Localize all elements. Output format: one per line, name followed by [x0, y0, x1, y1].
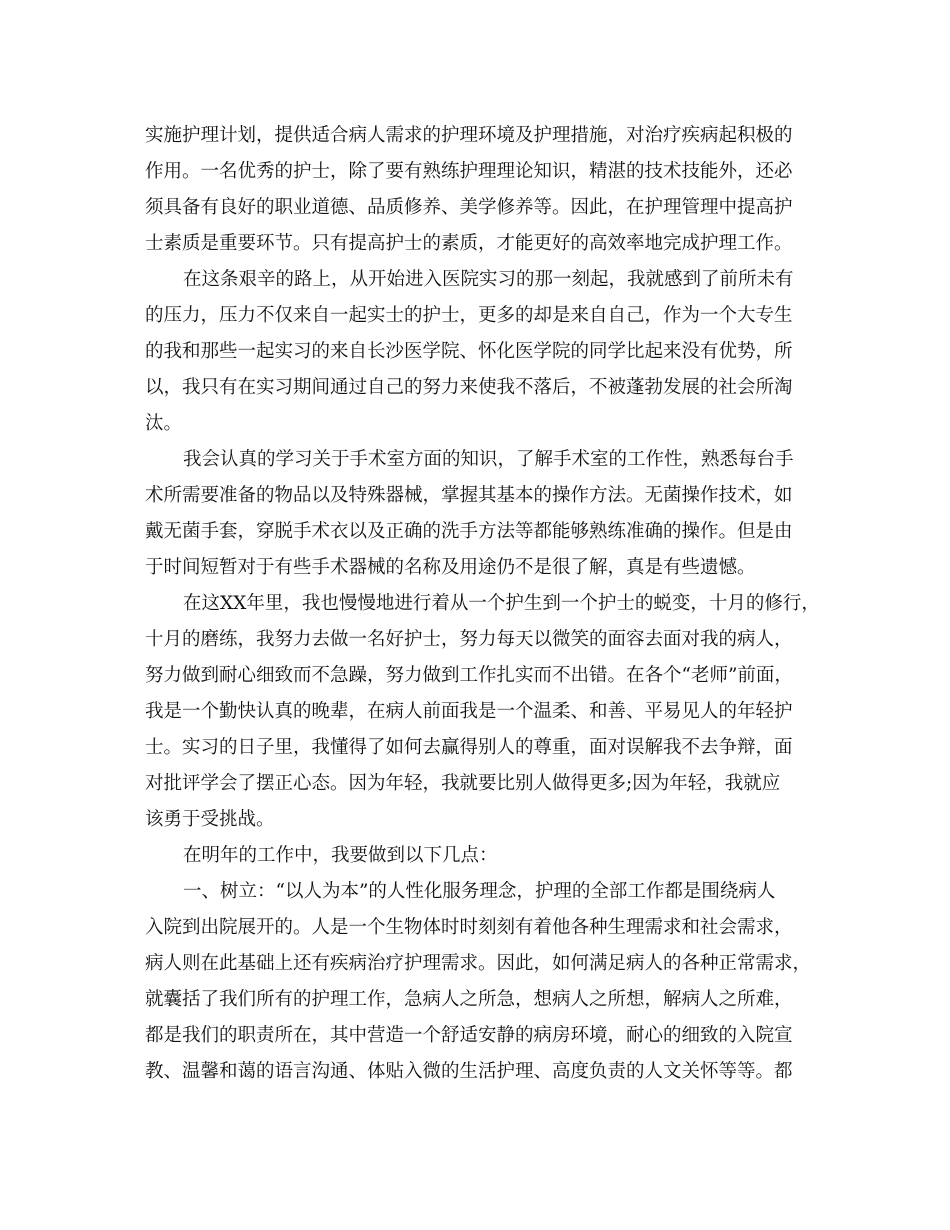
text-line: 教、温馨和蔼的语言沟通、体贴入微的生活护理、高度负责的人文关怀等等。都: [145, 1061, 793, 1082]
text-line: 士。实习的日子里，我懂得了如何去赢得别人的尊重，面对误解我不去争辩，面: [145, 737, 793, 758]
text-line: 士素质是重要环节。只有提高护士的素质，才能更好的高效率地完成护理工作。: [145, 233, 793, 254]
text-line: 于时间短暂对于有些手术器械的名称及用途仍不是很了解，真是有些遗憾。: [145, 557, 756, 578]
text-line: 戴无菌手套，穿脱手术衣以及正确的洗手方法等都能够熟练准确的操作。但是由: [145, 521, 793, 542]
text-line: 作用。一名优秀的护士，除了要有熟练护理理论知识，精湛的技术技能外，还必: [145, 161, 793, 182]
text-line: 对批评学会了摆正心态。因为年轻，我就要比别人做得更多;因为年轻，我就应: [145, 773, 781, 794]
text-line: 我是一个勤快认真的晚辈，在病人前面我是一个温柔、和善、平易见人的年轻护: [145, 701, 793, 722]
paragraph-first-line: 在这条艰辛的路上，从开始进入医院实习的那一刻起，我就感到了前所未有: [183, 269, 794, 290]
text-line: 入院到出院展开的。人是一个生物体时时刻刻有着他各种生理需求和社会需求，: [145, 917, 793, 938]
text-line: 须具备有良好的职业道德、品质修养、美学修养等。因此，在护理管理中提高护: [145, 197, 793, 218]
text-line: 病人则在此基础上还有疾病治疗护理需求。因此，如何满足病人的各种正常需求，: [145, 953, 812, 974]
paragraph-first-line: 在明年的工作中，我要做到以下几点：: [183, 845, 498, 866]
text-line: 术所需要准备的物品以及特殊器械，掌握其基本的操作方法。无菌操作技术，如: [145, 485, 793, 506]
text-line: 的我和那些一起实习的来自长沙医学院、怀化医学院的同学比起来没有优势，所: [145, 341, 793, 362]
text-line: 该勇于受挑战。: [145, 809, 275, 830]
text-line: 汰。: [145, 413, 183, 434]
text-line: 就囊括了我们所有的护理工作，急病人之所急，想病人之所想，解病人之所难，: [145, 989, 793, 1010]
text-line: 以，我只有在实习期间通过自己的努力来使我不落后，不被蓬勃发展的社会所淘: [145, 377, 793, 398]
paragraph-first-line: 在这XX年里，我也慢慢地进行着从一个护生到一个护士的蜕变，十月的修行，: [183, 593, 820, 614]
text-line: 十月的磨练，我努力去做一名好护士，努力每天以微笑的面容去面对我的病人，: [145, 629, 793, 650]
text-line: 努力做到耐心细致而不急躁，努力做到工作扎实而不出错。在各个“老师”前面，: [145, 665, 793, 686]
text-line: 都是我们的职责所在，其中营造一个舒适安静的病房环境，耐心的细致的入院宣: [145, 1025, 793, 1046]
document-body: [145, 118, 820, 1090]
paragraph-first-line: 一、树立：“以人为本”的人性化服务理念，护理的全部工作都是围绕病人: [183, 881, 776, 902]
paragraph-first-line: 我会认真的学习关于手术室方面的知识，了解手术室的工作性，熟悉每台手: [183, 449, 794, 470]
text-line: 的压力，压力不仅来自一起实士的护士，更多的却是来自自己，作为一个大专生: [145, 305, 793, 326]
text-line: 实施护理计划，提供适合病人需求的护理环境及护理措施，对治疗疾病起积极的: [145, 125, 793, 146]
